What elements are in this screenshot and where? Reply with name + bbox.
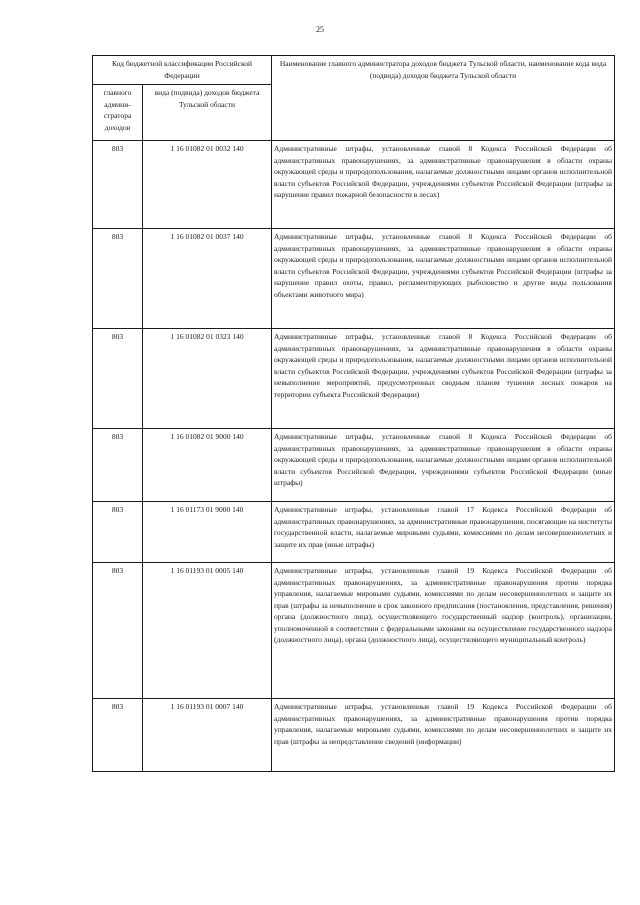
- admin-code-cell: 803: [93, 699, 143, 772]
- budget-classification-table: [92, 55, 615, 772]
- kbk-code-cell: 1 16 01082 01 0037 140: [143, 229, 272, 329]
- description-cell: Административные штрафы, установленные главой 19 Кодекса Российской Федерации об административных правонарушениях, за административные правонарушения против порядка управления, налагаемые мировыми судьями, комиссиями по делам несовершеннолетних и защите их прав (штрафы за непредставление сведений (информации): [272, 699, 615, 772]
- description-cell: Административные штрафы, установленные главой 19 Кодекса Российской Федерации об административных правонарушениях, за административные правонарушения против порядка управления, налагаемые мировыми судьями, комиссиями по делам несовершеннолетних и защите их прав (штрафы за невыполнение в срок законного предписания (постановления, представления, решения) органа (должностного лица), осуществляющего государственный надзор (контроль), организации, уполномоченной в соответствии с федеральными законами на осуществление государственного надзора (должностного лица), органа (должностного лица), осуществляющего муниципальный контроль): [272, 563, 615, 699]
- admin-code-cell: 803: [93, 141, 143, 229]
- table-header-row: [93, 56, 615, 85]
- admin-code-cell: 803: [93, 329, 143, 429]
- table-row: [93, 699, 615, 772]
- admin-code-cell: 803: [93, 563, 143, 699]
- description-cell: Административные штрафы, установленные главой 17 Кодекса Российской Федерации об административных правонарушениях, за административные правонарушения, посягающие на институты государственной власти, налагаемые мировыми судьями, комиссиями по делам несовершеннолетних и защите их прав (иные штрафы): [272, 502, 615, 563]
- kbk-code-cell: 1 16 01082 01 0032 140: [143, 141, 272, 229]
- kbk-code-cell: 1 16 01173 01 9000 140: [143, 502, 272, 563]
- kbk-code-cell: 1 16 01193 01 0005 140: [143, 563, 272, 699]
- kbk-code-cell: 1 16 01082 01 0323 140: [143, 329, 272, 429]
- table-row: [93, 563, 615, 699]
- table-row: [93, 502, 615, 563]
- header-name-group: Наименование главного администратора доходов бюджета Тульской области, наименование кода вида (подвида) доходов бюджета Тульской области: [272, 56, 615, 141]
- header-type-column: вида (подвида) доходов бюджета Тульской области: [143, 85, 272, 141]
- table-row: [93, 141, 615, 229]
- admin-code-cell: 803: [93, 429, 143, 502]
- kbk-code-cell: 1 16 01082 01 9000 140: [143, 429, 272, 502]
- page-number: 25: [316, 25, 324, 34]
- description-cell: Административные штрафы, установленные главой 8 Кодекса Российской Федерации об административных правонарушениях, за административные правонарушения в области охраны окружающей среды и природопользования, налагаемые должностными лицами органов исполнительной власти субъектов Российской Федерации, учреждениями субъектов Российской Федерации (штрафы за невыполнение мероприятий, предусмотренных сводным планом тушения лесных пожаров на территории субъекта Российской Федерации): [272, 329, 615, 429]
- table-row: [93, 229, 615, 329]
- header-code-group: Код бюджетной классификации Российской Федерации: [93, 56, 272, 85]
- table-row: [93, 429, 615, 502]
- description-cell: Административные штрафы, установленные главой 8 Кодекса Российской Федерации об административных правонарушениях, за административные правонарушения в области охраны окружающей среды и природопользования, налагаемые должностными лицами органов исполнительной власти субъектов Российской Федерации, учреждениями субъектов Российской Федерации (штрафы за нарушение правил охоты, правил, регламентирующих рыболовство и другие виды пользования объектами животного мира): [272, 229, 615, 329]
- admin-code-cell: 803: [93, 229, 143, 329]
- header-admin-column: главного админи-стратора доходов: [93, 85, 143, 141]
- table-row: [93, 329, 615, 429]
- description-cell: Административные штрафы, установленные главой 8 Кодекса Российской Федерации об административных правонарушениях, за административные правонарушения в области охраны окружающей среды и природопользования, налагаемые должностными лицами органов исполнительной власти субъектов Российской Федерации, учреждениями субъектов Российской Федерации (иные штрафы): [272, 429, 615, 502]
- kbk-code-cell: 1 16 01193 01 0007 140: [143, 699, 272, 772]
- admin-code-cell: 803: [93, 502, 143, 563]
- description-cell: Административные штрафы, установленные главой 8 Кодекса Российской Федерации об административных правонарушениях, за административные правонарушения в области охраны окружающей среды и природопользования, налагаемые должностными лицами органов исполнительной власти субъектов Российской Федерации, учреждениями субъектов Российской Федерации (штрафы за нарушение правил пожарной безопасности в лесах): [272, 141, 615, 229]
